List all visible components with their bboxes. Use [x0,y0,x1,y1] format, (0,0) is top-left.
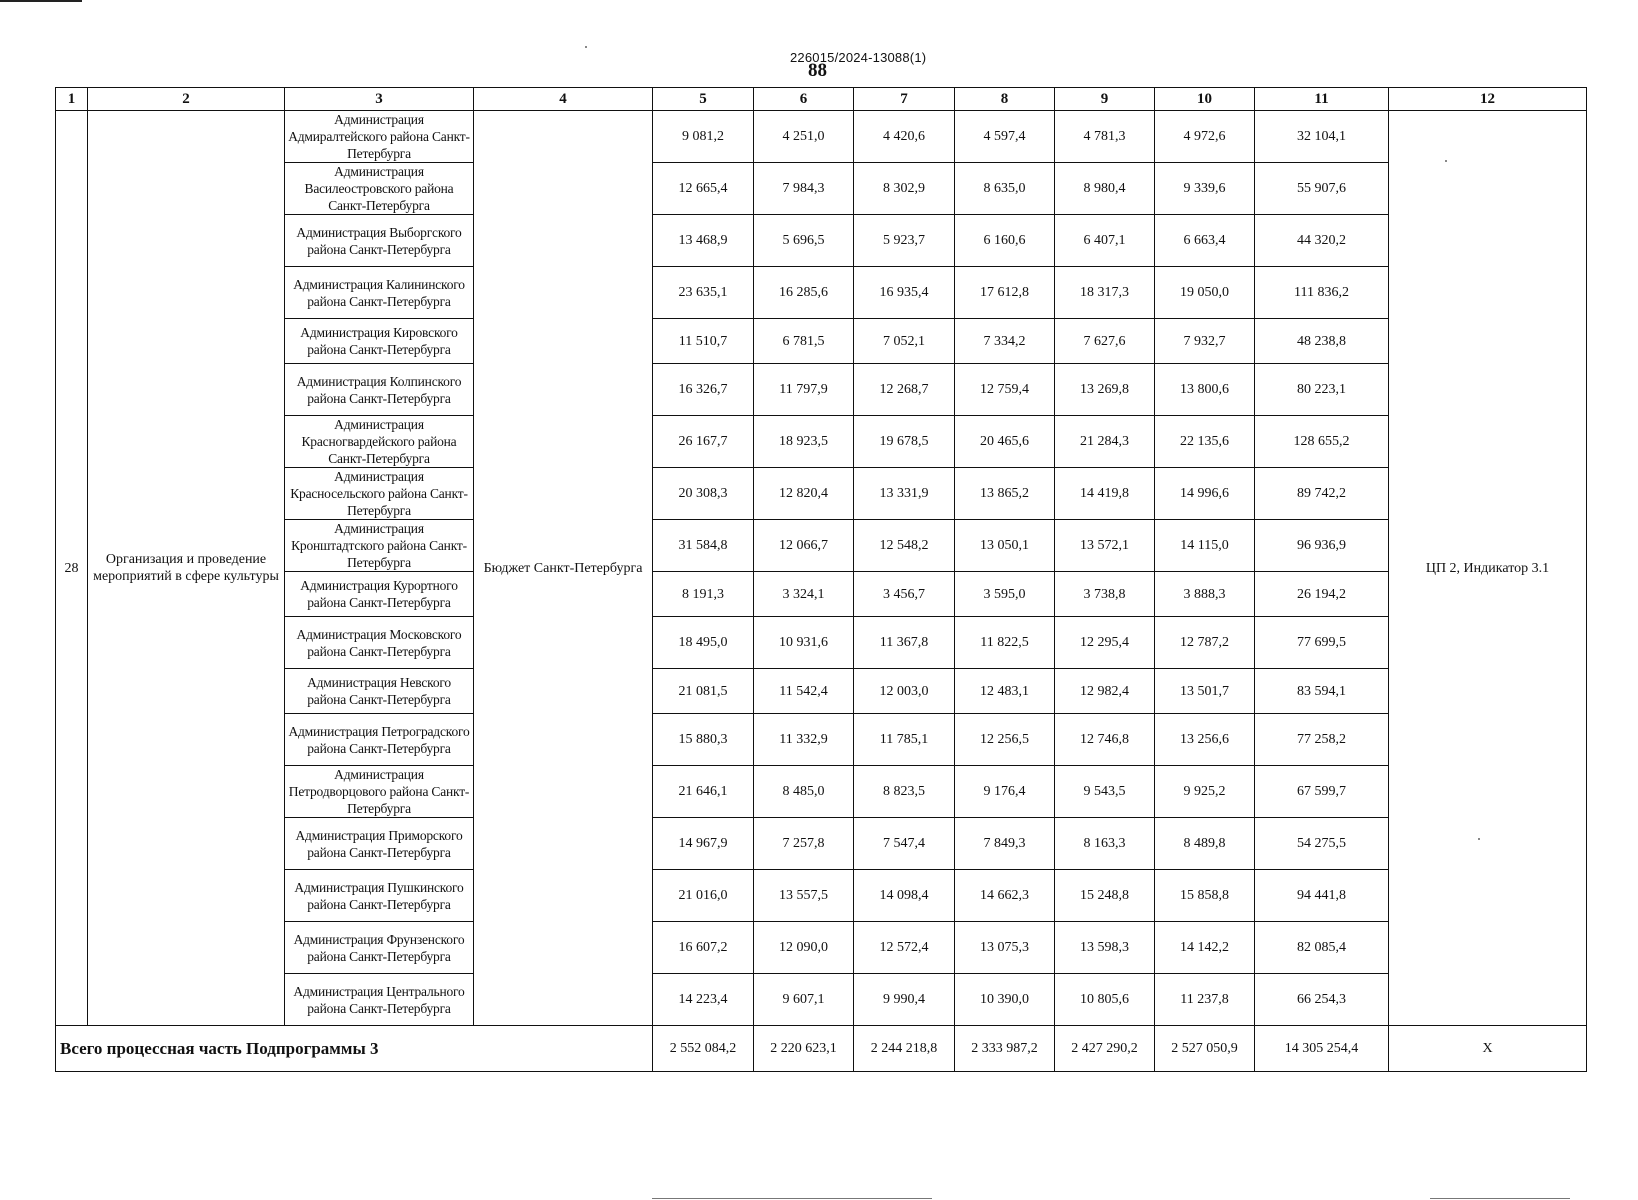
total-value-6: 2 220 623,1 [754,1026,854,1072]
administration-cell: Администрация Красносельского района Санкт-Петербурга [285,468,474,520]
administration-cell: Администрация Петроградского района Санкт-Петербурга [285,714,474,766]
total-value-7: 2 244 218,8 [854,1026,955,1072]
funding-source-cell: Бюджет Санкт-Петербурга [474,111,653,1026]
value-cell-8: 20 465,6 [955,416,1055,468]
value-cell-5: 21 081,5 [653,669,754,714]
value-cell-6: 18 923,5 [754,416,854,468]
value-cell-6: 7 984,3 [754,163,854,215]
value-cell-7: 5 923,7 [854,215,955,267]
value-cell-6: 4 251,0 [754,111,854,163]
column-number: 10 [1155,88,1255,111]
total-label: Всего процессная часть Подпрограммы 3 [56,1026,653,1072]
column-number: 12 [1389,88,1587,111]
row-number-cell: 28 [56,111,88,1026]
value-cell-11: 96 936,9 [1255,520,1389,572]
value-cell-11: 54 275,5 [1255,818,1389,870]
value-cell-7: 8 302,9 [854,163,955,215]
budget-table [55,87,1587,1072]
value-cell-10: 11 237,8 [1155,974,1255,1026]
value-cell-8: 8 635,0 [955,163,1055,215]
value-cell-11: 66 254,3 [1255,974,1389,1026]
value-cell-7: 9 990,4 [854,974,955,1026]
value-cell-6: 12 090,0 [754,922,854,974]
table-row [56,319,1587,364]
administration-cell: Администрация Фрунзенского района Санкт-Петербурга [285,922,474,974]
administration-cell: Администрация Центрального района Санкт-Петербурга [285,974,474,1026]
value-cell-11: 55 907,6 [1255,163,1389,215]
total-row [56,1026,1587,1072]
value-cell-5: 13 468,9 [653,215,754,267]
value-cell-9: 10 805,6 [1055,974,1155,1026]
column-number: 1 [56,88,88,111]
value-cell-10: 15 858,8 [1155,870,1255,922]
value-cell-9: 13 598,3 [1055,922,1155,974]
value-cell-7: 7 547,4 [854,818,955,870]
value-cell-6: 11 542,4 [754,669,854,714]
value-cell-7: 12 268,7 [854,364,955,416]
value-cell-7: 12 548,2 [854,520,955,572]
value-cell-5: 12 665,4 [653,163,754,215]
value-cell-9: 9 543,5 [1055,766,1155,818]
value-cell-11: 32 104,1 [1255,111,1389,163]
column-number: 5 [653,88,754,111]
value-cell-7: 3 456,7 [854,572,955,617]
column-number: 11 [1255,88,1389,111]
scan-bottom-line [652,1198,932,1199]
column-number: 4 [474,88,653,111]
value-cell-9: 13 572,1 [1055,520,1155,572]
administration-cell: Администрация Адмиралтейского района Санкт-Петербурга [285,111,474,163]
table-row [56,922,1587,974]
administration-cell: Администрация Курортного района Санкт-Петербурга [285,572,474,617]
table-row [56,364,1587,416]
value-cell-5: 9 081,2 [653,111,754,163]
value-cell-6: 5 696,5 [754,215,854,267]
value-cell-11: 26 194,2 [1255,572,1389,617]
value-cell-5: 11 510,7 [653,319,754,364]
value-cell-11: 128 655,2 [1255,416,1389,468]
value-cell-7: 12 003,0 [854,669,955,714]
value-cell-5: 16 607,2 [653,922,754,974]
value-cell-10: 19 050,0 [1155,267,1255,319]
value-cell-10: 6 663,4 [1155,215,1255,267]
value-cell-8: 12 483,1 [955,669,1055,714]
value-cell-9: 12 295,4 [1055,617,1155,669]
value-cell-11: 44 320,2 [1255,215,1389,267]
total-value-11: 14 305 254,4 [1255,1026,1389,1072]
value-cell-8: 3 595,0 [955,572,1055,617]
scan-bottom-line [1430,1198,1570,1199]
value-cell-6: 3 324,1 [754,572,854,617]
value-cell-9: 8 980,4 [1055,163,1155,215]
total-value-5: 2 552 084,2 [653,1026,754,1072]
value-cell-7: 8 823,5 [854,766,955,818]
value-cell-9: 4 781,3 [1055,111,1155,163]
value-cell-5: 23 635,1 [653,267,754,319]
value-cell-6: 6 781,5 [754,319,854,364]
table-row [56,111,1587,163]
value-cell-9: 12 746,8 [1055,714,1155,766]
value-cell-6: 12 066,7 [754,520,854,572]
value-cell-5: 20 308,3 [653,468,754,520]
value-cell-11: 77 699,5 [1255,617,1389,669]
value-cell-11: 83 594,1 [1255,669,1389,714]
value-cell-5: 31 584,8 [653,520,754,572]
table-row [56,818,1587,870]
administration-cell: Администрация Петродворцового района Санкт-Петербурга [285,766,474,818]
value-cell-11: 67 599,7 [1255,766,1389,818]
table-row [56,267,1587,319]
value-cell-11: 89 742,2 [1255,468,1389,520]
value-cell-6: 13 557,5 [754,870,854,922]
value-cell-8: 11 822,5 [955,617,1055,669]
table-row [56,468,1587,520]
value-cell-10: 12 787,2 [1155,617,1255,669]
value-cell-8: 12 256,5 [955,714,1055,766]
value-cell-5: 26 167,7 [653,416,754,468]
administration-cell: Администрация Василеостровского района Санкт-Петербурга [285,163,474,215]
value-cell-10: 22 135,6 [1155,416,1255,468]
value-cell-11: 77 258,2 [1255,714,1389,766]
total-value-8: 2 333 987,2 [955,1026,1055,1072]
value-cell-10: 7 932,7 [1155,319,1255,364]
value-cell-9: 14 419,8 [1055,468,1155,520]
value-cell-5: 14 223,4 [653,974,754,1026]
administration-cell: Администрация Калининского района Санкт-Петербурга [285,267,474,319]
value-cell-8: 13 075,3 [955,922,1055,974]
value-cell-9: 8 163,3 [1055,818,1155,870]
value-cell-9: 3 738,8 [1055,572,1155,617]
administration-cell: Администрация Выборгского района Санкт-Петербурга [285,215,474,267]
administration-cell: Администрация Приморского района Санкт-Петербурга [285,818,474,870]
value-cell-10: 8 489,8 [1155,818,1255,870]
value-cell-10: 14 115,0 [1155,520,1255,572]
table-row [56,870,1587,922]
value-cell-8: 10 390,0 [955,974,1055,1026]
value-cell-6: 11 332,9 [754,714,854,766]
table-row [56,163,1587,215]
value-cell-10: 13 256,6 [1155,714,1255,766]
value-cell-7: 14 098,4 [854,870,955,922]
table-row [56,974,1587,1026]
table-row [56,572,1587,617]
column-number: 8 [955,88,1055,111]
value-cell-11: 94 441,8 [1255,870,1389,922]
value-cell-9: 18 317,3 [1055,267,1155,319]
value-cell-8: 12 759,4 [955,364,1055,416]
value-cell-7: 4 420,6 [854,111,955,163]
value-cell-6: 11 797,9 [754,364,854,416]
value-cell-11: 80 223,1 [1255,364,1389,416]
value-cell-7: 12 572,4 [854,922,955,974]
value-cell-11: 48 238,8 [1255,319,1389,364]
value-cell-7: 11 367,8 [854,617,955,669]
value-cell-6: 10 931,6 [754,617,854,669]
value-cell-9: 6 407,1 [1055,215,1155,267]
value-cell-5: 8 191,3 [653,572,754,617]
value-cell-10: 13 800,6 [1155,364,1255,416]
value-cell-9: 7 627,6 [1055,319,1155,364]
administration-cell: Администрация Кировского района Санкт-Петербурга [285,319,474,364]
value-cell-7: 7 052,1 [854,319,955,364]
value-cell-5: 18 495,0 [653,617,754,669]
page-number: 88 [808,60,827,81]
value-cell-6: 16 285,6 [754,267,854,319]
table-row [56,215,1587,267]
value-cell-10: 13 501,7 [1155,669,1255,714]
value-cell-11: 82 085,4 [1255,922,1389,974]
value-cell-8: 7 849,3 [955,818,1055,870]
value-cell-5: 14 967,9 [653,818,754,870]
indicator-cell: ЦП 2, Индикатор 3.1 [1389,111,1587,1026]
value-cell-6: 8 485,0 [754,766,854,818]
value-cell-7: 13 331,9 [854,468,955,520]
value-cell-5: 21 016,0 [653,870,754,922]
value-cell-8: 9 176,4 [955,766,1055,818]
activity-cell: Организация и проведение мероприятий в сфере культуры [88,111,285,1026]
total-value-9: 2 427 290,2 [1055,1026,1155,1072]
value-cell-8: 6 160,6 [955,215,1055,267]
table-row [56,714,1587,766]
column-number: 9 [1055,88,1155,111]
value-cell-7: 19 678,5 [854,416,955,468]
value-cell-9: 13 269,8 [1055,364,1155,416]
value-cell-6: 9 607,1 [754,974,854,1026]
total-value-12: X [1389,1026,1587,1072]
administration-cell: Администрация Красногвардейского района Санкт-Петербурга [285,416,474,468]
scan-top-line [0,0,82,2]
scan-speck [585,46,587,48]
administration-cell: Администрация Пушкинского района Санкт-Петербурга [285,870,474,922]
value-cell-10: 14 142,2 [1155,922,1255,974]
total-value-10: 2 527 050,9 [1155,1026,1255,1072]
column-number: 7 [854,88,955,111]
column-number: 3 [285,88,474,111]
table-row [56,617,1587,669]
value-cell-8: 4 597,4 [955,111,1055,163]
value-cell-10: 9 339,6 [1155,163,1255,215]
value-cell-7: 16 935,4 [854,267,955,319]
value-cell-5: 15 880,3 [653,714,754,766]
value-cell-8: 14 662,3 [955,870,1055,922]
column-number: 2 [88,88,285,111]
value-cell-8: 7 334,2 [955,319,1055,364]
administration-cell: Администрация Кронштадтского района Санкт-Петербурга [285,520,474,572]
value-cell-10: 14 996,6 [1155,468,1255,520]
value-cell-6: 12 820,4 [754,468,854,520]
value-cell-9: 21 284,3 [1055,416,1155,468]
column-number-row [56,88,1587,111]
value-cell-9: 12 982,4 [1055,669,1155,714]
value-cell-7: 11 785,1 [854,714,955,766]
value-cell-10: 3 888,3 [1155,572,1255,617]
value-cell-6: 7 257,8 [754,818,854,870]
value-cell-5: 16 326,7 [653,364,754,416]
table-row [56,416,1587,468]
administration-cell: Администрация Колпинского района Санкт-Петербурга [285,364,474,416]
document-id: 226015/2024-13088(1) [790,50,927,65]
value-cell-10: 4 972,6 [1155,111,1255,163]
table-row [56,520,1587,572]
value-cell-5: 21 646,1 [653,766,754,818]
value-cell-8: 13 050,1 [955,520,1055,572]
value-cell-8: 17 612,8 [955,267,1055,319]
value-cell-9: 15 248,8 [1055,870,1155,922]
administration-cell: Администрация Московского района Санкт-Петербурга [285,617,474,669]
value-cell-11: 111 836,2 [1255,267,1389,319]
administration-cell: Администрация Невского района Санкт-Петербурга [285,669,474,714]
column-number: 6 [754,88,854,111]
value-cell-10: 9 925,2 [1155,766,1255,818]
table-row [56,766,1587,818]
table-row [56,669,1587,714]
value-cell-8: 13 865,2 [955,468,1055,520]
